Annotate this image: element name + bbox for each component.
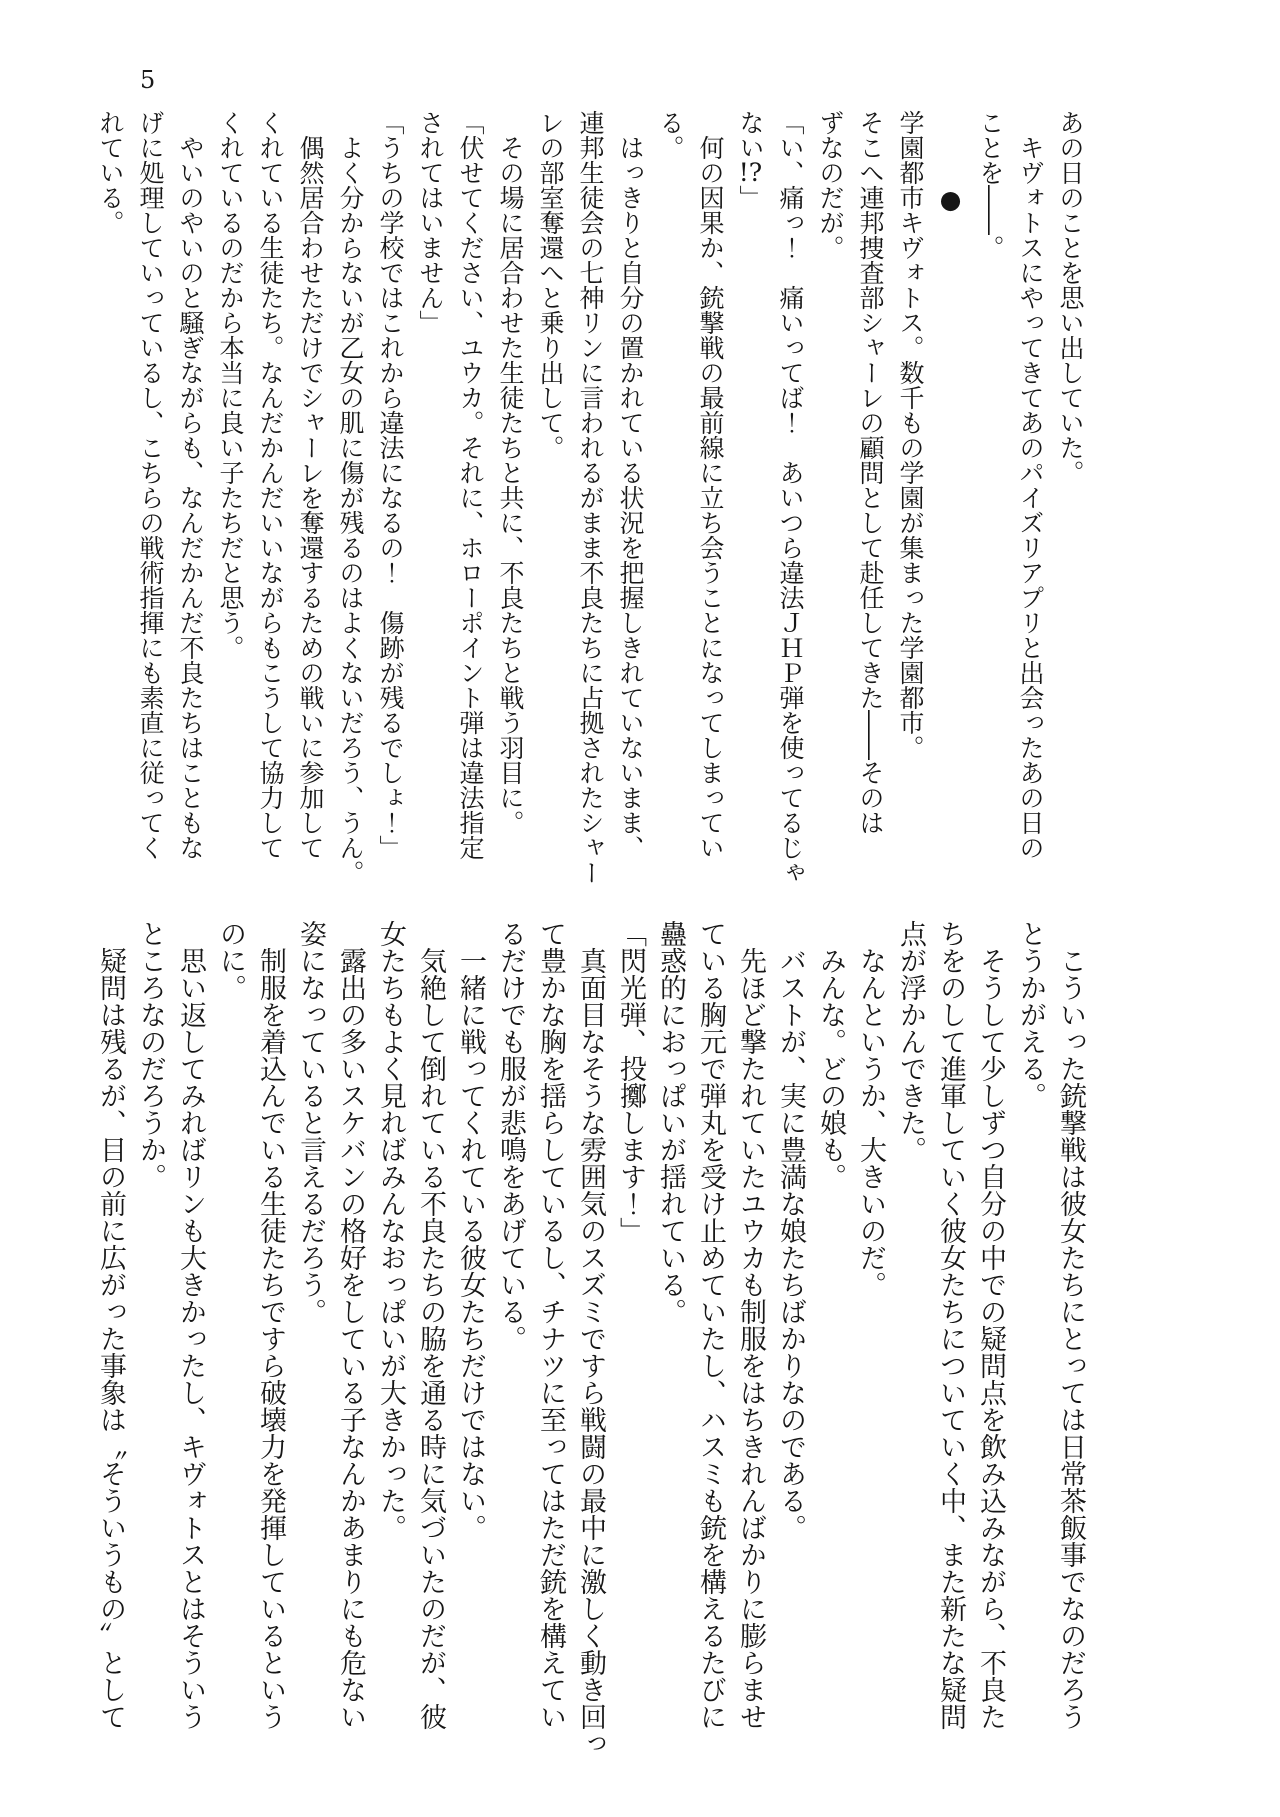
- text-line: そこへ連邦捜査部シャーレの顧問として赴任してきた――そのは: [856, 110, 885, 835]
- text-line: 一緒に戦ってくれている彼女たちだけではない。: [455, 920, 486, 1541]
- text-line: て豊かな胸を揺らしているし、チナツに至ってはただ銃を構えてい: [535, 920, 566, 1730]
- text-line: 思い返してみればリンも大きかったし、キヴォトスとはそういう: [175, 920, 206, 1730]
- text-line: 先ほど撃たれていたユウカも制服をはちきれんばかりに膨らませ: [735, 920, 766, 1730]
- text-line: れている。: [96, 110, 125, 235]
- text-line: 点が浮かんできた。: [895, 920, 926, 1163]
- text-line: はっきりと自分の置かれている状況を把握しきれていないまま、: [616, 110, 645, 860]
- text-line: る。: [656, 110, 685, 160]
- text-line: 真面目なそうな雰囲気のスズミですら戦闘の最中に激しく動き回っ: [575, 920, 606, 1757]
- text-line: るだけでも服が悲鳴をあげている。: [495, 920, 526, 1352]
- text-line: くれている生徒たち。なんだかんだいいながらもこうして協力して: [256, 110, 285, 860]
- text-line: ●: [936, 110, 965, 214]
- upper-text-block: [90, 110, 1090, 892]
- page-number: 5: [140, 66, 156, 94]
- text-line: 制服を着込んでいる生徒たちですら破壊力を発揮しているという: [255, 920, 286, 1730]
- text-line: 気絶して倒れている不良たちの脇を通る時に気づいたのだが、彼: [415, 920, 446, 1730]
- text-line: こういった銃撃戦は彼女たちにとっては日常茶飯事でなのだろう: [1055, 920, 1086, 1730]
- text-line: 「閃光弾、投擲します！」: [615, 920, 646, 1244]
- text-line: 蠱惑的におっぱいが揺れている。: [655, 920, 686, 1325]
- text-line: されてはいません」: [416, 110, 445, 335]
- text-line: なんというか、大きいのだ。: [855, 920, 886, 1298]
- text-line: そうして少しずつ自分の中での疑問点を飲み込みながら、不良た: [975, 920, 1006, 1730]
- text-line: 何の因果か、銃撃戦の最前線に立ち会うことになってしまってい: [696, 110, 725, 860]
- text-line: くれているのだから本当に良い子たちだと思う。: [216, 110, 245, 660]
- text-line: キヴォトスにやってきてあのパイズリアプリと出会ったあの日の: [1016, 110, 1045, 860]
- text-line: とうかがえる。: [1015, 920, 1046, 1109]
- text-line: バストが、実に豊満な娘たちばかりなのである。: [775, 920, 806, 1541]
- text-line: よく分からないが乙女の肌に傷が残るのはよくないだろう、うん。: [336, 110, 365, 885]
- text-line: 露出の多いスケバンの格好をしている子なんかあまりにも危ない: [335, 920, 366, 1730]
- text-line: のに。: [215, 920, 246, 1001]
- text-line: みんな。どの娘も。: [815, 920, 846, 1190]
- text-line: やいのやいのと騒ぎながらも、なんだかんだ不良たちはこともな: [176, 110, 205, 860]
- text-line: 連邦生徒会の七神リンに言われるがまま不良たちに占拠されたシャー: [576, 110, 605, 885]
- text-line: 学園都市キヴォトス。数千もの学園が集まった学園都市。: [896, 110, 925, 760]
- text-line: 「い、痛っ！ 痛いってば！ あいつら違法ＪＨＰ弾を使ってるじゃ: [776, 110, 805, 885]
- text-line: 偶然居合わせただけでシャーレを奪還するための戦いに参加して: [296, 110, 325, 860]
- text-line: 姿になっていると言えるだろう。: [295, 920, 326, 1325]
- text-line: レの部室奪還へと乗り出して。: [536, 110, 565, 460]
- text-line: あの日のことを思い出していた。: [1056, 110, 1085, 485]
- text-line: ずなのだが。: [816, 110, 845, 260]
- text-line: ことを――。: [976, 110, 1005, 260]
- text-line: ている胸元で弾丸を受け止めていたし、ハスミも銃を構えるたびに: [695, 920, 726, 1730]
- text-line: ちをのして進軍していく彼女たちについていく中、また新たな疑問: [935, 920, 966, 1730]
- text-line: 「うちの学校ではこれから違法になるの！ 傷跡が残るでしょ！」: [376, 110, 405, 860]
- text-line: ところなのだろうか。: [135, 920, 166, 1190]
- text-line: 「伏せてください、ユウカ。それに、ホローポイント弾は違法指定: [456, 110, 485, 860]
- text-line: ない!?」: [736, 110, 765, 210]
- lower-text-block: [90, 920, 1090, 1768]
- text-line: げに処理していっているし、こちらの戦術指揮にも素直に従ってく: [136, 110, 165, 860]
- text-line: 疑問は残るが、目の前に広がった事象は〝そういうもの〟として: [95, 920, 126, 1730]
- text-line: その場に居合わせた生徒たちと共に、不良たちと戦う羽目に。: [496, 110, 525, 835]
- text-line: 女たちもよく見ればみんなおっぱいが大きかった。: [375, 920, 406, 1541]
- tatechuyoko-exclamation: !?: [738, 160, 763, 185]
